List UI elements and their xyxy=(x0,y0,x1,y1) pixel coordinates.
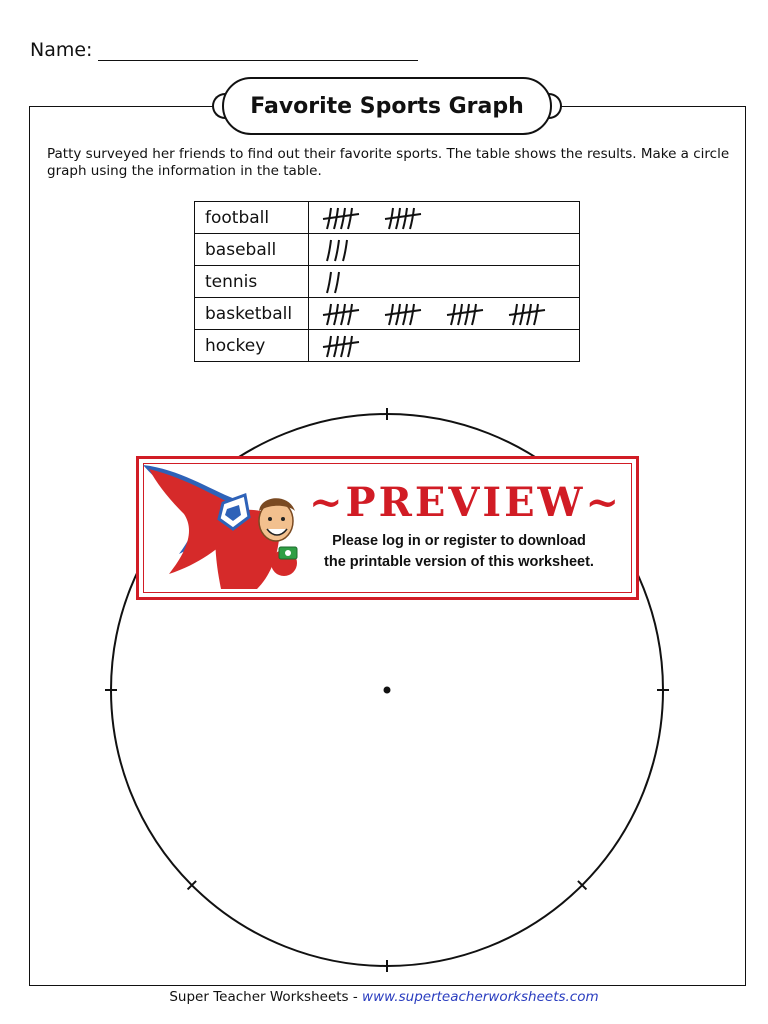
footer xyxy=(0,989,768,1005)
footer-separator: - xyxy=(348,989,363,1005)
sport-name: basketball xyxy=(195,298,309,330)
preview-heading: ~PREVIEW~ xyxy=(309,479,622,526)
name-label: Name: xyxy=(30,39,93,61)
sport-name: tennis xyxy=(195,266,309,298)
sport-name: hockey xyxy=(195,330,309,362)
footer-brand: Super Teacher Worksheets xyxy=(169,989,349,1005)
circle-center-dot xyxy=(384,687,391,694)
footer-link[interactable]: www.superteacherworksheets.com xyxy=(362,989,599,1005)
preview-message-line-2: the printable version of this worksheet. xyxy=(324,554,594,570)
preview-message-line-1: Please log in or register to download xyxy=(332,533,586,549)
superhero-mascot-icon xyxy=(139,459,309,597)
sport-name: football xyxy=(195,202,309,234)
preview-banner[interactable] xyxy=(136,456,639,600)
instructions-text: Patty surveyed her friends to find out their favorite sports. The table shows the results. Make a circle graph using the information in the table. xyxy=(47,146,730,179)
worksheet-title-text: Favorite Sports Graph xyxy=(250,93,524,119)
sport-name: baseball xyxy=(195,234,309,266)
